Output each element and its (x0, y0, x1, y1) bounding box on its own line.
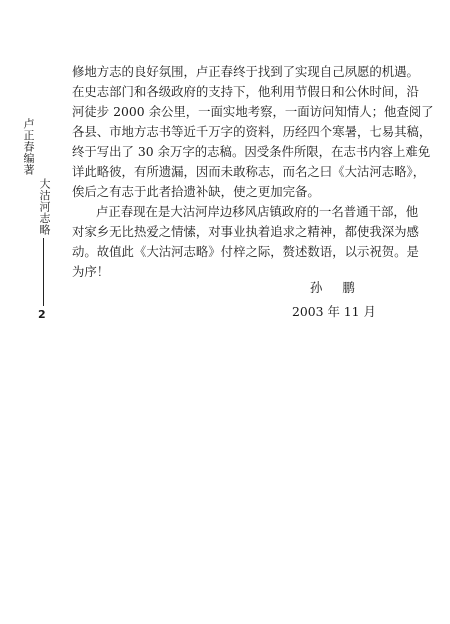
side-header (22, 118, 52, 328)
text-line: 为序！ (72, 264, 110, 279)
side-author: 卢正春编著 (22, 118, 35, 176)
text-line: 在史志部门和各级政府的支持下，他利用节假日和公休时间，沿 (72, 84, 419, 99)
page-number: 2 (38, 308, 46, 321)
side-divider-rule (43, 238, 44, 306)
text-line: 对家乡无比热爱之情愫，对事业执着追求之精神，都使我深为感 (72, 224, 419, 239)
text-line: 终于写出了 30 余万字的志稿。因受条件所限，在志书内容上难免 (72, 144, 431, 159)
side-book-title: 大沽河志略 (38, 178, 51, 236)
text-line: 河徒步 2000 余公里，一面实地考察，一面访问知情人；他查阅了 (72, 104, 434, 119)
text-line: 修地方志的良好氛围，卢正春终于找到了实现自己夙愿的机遇。 (72, 64, 419, 79)
text-line: 俟后之有志于此者拾遗补缺，使之更加完备。 (72, 184, 320, 199)
preface-body (72, 62, 434, 282)
text-line: 卢正春现在是大沽河岸边移风店镇政府的一名普通干部，他 (96, 204, 419, 219)
text-line: 各县、市地方志书等近千万字的资料，历经四个寒暑，七易其稿， (72, 124, 432, 139)
text-line: 动。故值此《大沽河志略》付梓之际，赘述数语，以示祝贺。是 (72, 244, 419, 259)
signature-name: 孙 鹏 (310, 280, 363, 295)
signature-date: 2003 年 11 月 (292, 304, 376, 319)
text-line: 详此略彼，有所遗漏，因而未敢称志，而名之曰《大沽河志略》， (72, 164, 426, 179)
